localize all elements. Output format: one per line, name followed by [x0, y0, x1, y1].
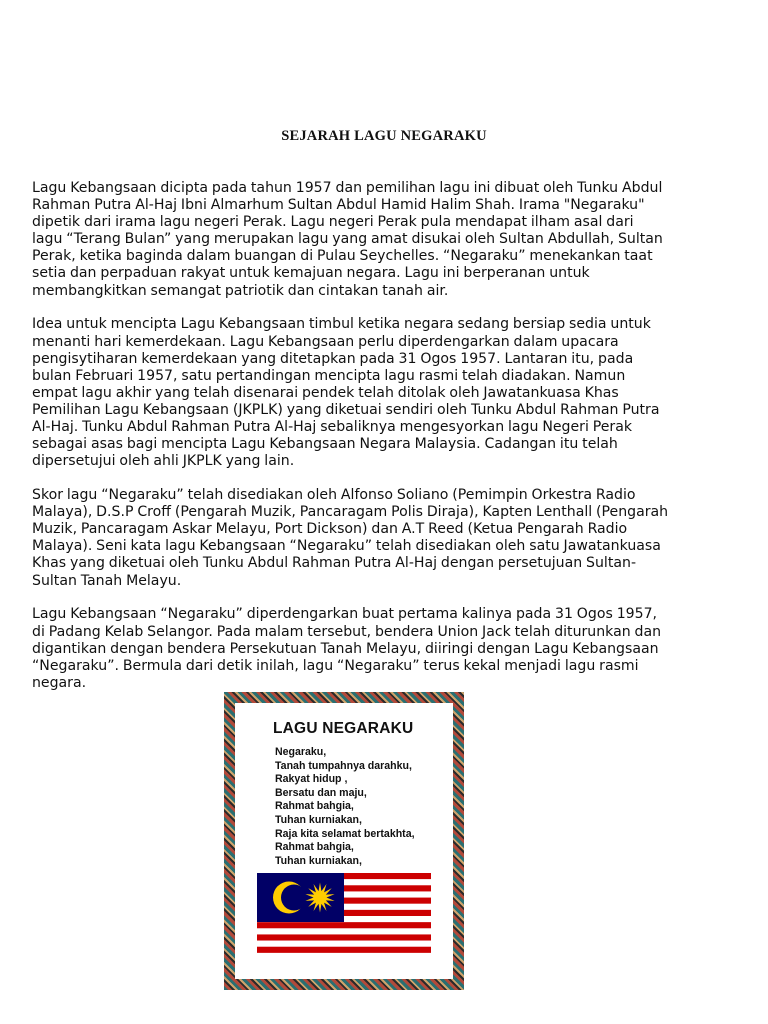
- page-title: SEJARAH LAGU NEGARAKU: [281, 128, 487, 144]
- paragraph: Lagu Kebangsaan dicipta pada tahun 1957 dan pemilihan lagu ini dibuat oleh Tunku Abdul Rahman Putra Al-Haj Ibni Almarhum Sultan Abdul Hamid Halim Shah. Irama "Negaraku" dipetik dari irama lagu negeri Perak. Lagu negeri Perak pula mendapat ilham asal dari lagu “Terang Bulan” yang merupakan lagu yang amat disukai oleh Sultan Abdullah, Sultan Perak, ketika baginda dalam buangan di Pulau Seychelles. “Negaraku” menekankan taat setia dan perpaduan rakyat untuk kemajuan negara. Lagu ini berperanan untuk membangkitkan semangat patriotik dan cintakan tanah air.: [32, 180, 663, 299]
- flag-stripe: [257, 928, 431, 934]
- flag-stripe: [257, 941, 431, 947]
- malaysia-flag-icon: [257, 873, 431, 959]
- lyric-line: Rahmat bahgia,: [275, 800, 354, 813]
- lyric-line: Tanah tumpahnya darahku,: [275, 759, 412, 772]
- crescent-cutout: [281, 885, 307, 911]
- lyric-line: Rahmat bahgia,: [275, 841, 354, 854]
- lyric-line: Tuhan kurniakan,: [275, 854, 362, 867]
- flag-stripe: [257, 934, 431, 940]
- anthem-picture: [224, 692, 464, 990]
- anthem-picture-inner: [235, 703, 453, 979]
- document-body: [32, 180, 744, 709]
- paragraph: Idea untuk mencipta Lagu Kebangsaan timbul ketika negara sedang bersiap sedia untuk menanti hari kemerdekaan. Lagu Kebangsaan perlu diperdengarkan dalam upacara pengisytiharan kemerdekaan yang ditetapkan pada 31 Ogos 1957. Lantaran itu, pada bulan Februari 1957, satu pertandingan mencipta lagu rasmi telah diadakan. Namun empat lagu akhir yang telah disenarai pendek telah ditolak oleh Jawatankuasa Khas Pemilihan Lagu Kebangsaan (JKPLK) yang diketuai sendiri oleh Tunku Abdul Rahman Putra Al-Haj. Tunku Abdul Rahman Putra Al-Haj sebaliknya mengesyorkan lagu Negeri Perak sebagai asas bagi mencipta Lagu Kebangsaan Negara Malaysia. Cadangan itu telah dipersetujui oleh ahli JKPLK yang lain.: [32, 316, 660, 470]
- flag-stripe: [257, 922, 431, 928]
- flag-stripe: [257, 947, 431, 953]
- anthem-title: LAGU NEGARAKU: [273, 720, 414, 737]
- paragraph: Lagu Kebangsaan “Negaraku” diperdengarkan buat pertama kalinya pada 31 Ogos 1957, di Padang Kelab Selangor. Pada malam tersebut, bendera Union Jack telah diturunkan dan digantikan dengan bendera Persekutuan Tanah Melayu, diiringi dengan Lagu Kebangsaan “Negaraku”. Bermula dari detik inilah, lagu “Negaraku” terus kekal menjadi lagu rasmi negara.: [32, 606, 662, 691]
- lyric-line: Negaraku,: [275, 746, 327, 758]
- lyric-line: Rakyat hidup ,: [275, 773, 348, 786]
- anthem-lyrics: [275, 746, 415, 868]
- lyric-line: Bersatu dan maju,: [275, 786, 367, 799]
- lyric-line: Raja kita selamat bertakhta,: [275, 827, 415, 840]
- flag-stripe: [257, 953, 431, 959]
- paragraph: Skor lagu “Negaraku” telah disediakan oleh Alfonso Soliano (Pemimpin Orkestra Radio Malaya), D.S.P Croff (Pengarah Muzik, Pancaragam Polis Diraja), Kapten Lenthall (Pengarah Muzik, Pancaragam Askar Melayu, Port Dickson) dan A.T Reed (Ketua Pengarah Radio Malaya). Seni kata lagu Kebangsaan “Negaraku” telah disediakan oleh satu Jawatankuasa Khas yang diketuai oleh Tunku Abdul Rahman Putra Al-Haj dengan persetujuan Sultan- Sultan Tanah Melayu.: [32, 487, 669, 589]
- lyric-line: Tuhan kurniakan,: [275, 813, 362, 826]
